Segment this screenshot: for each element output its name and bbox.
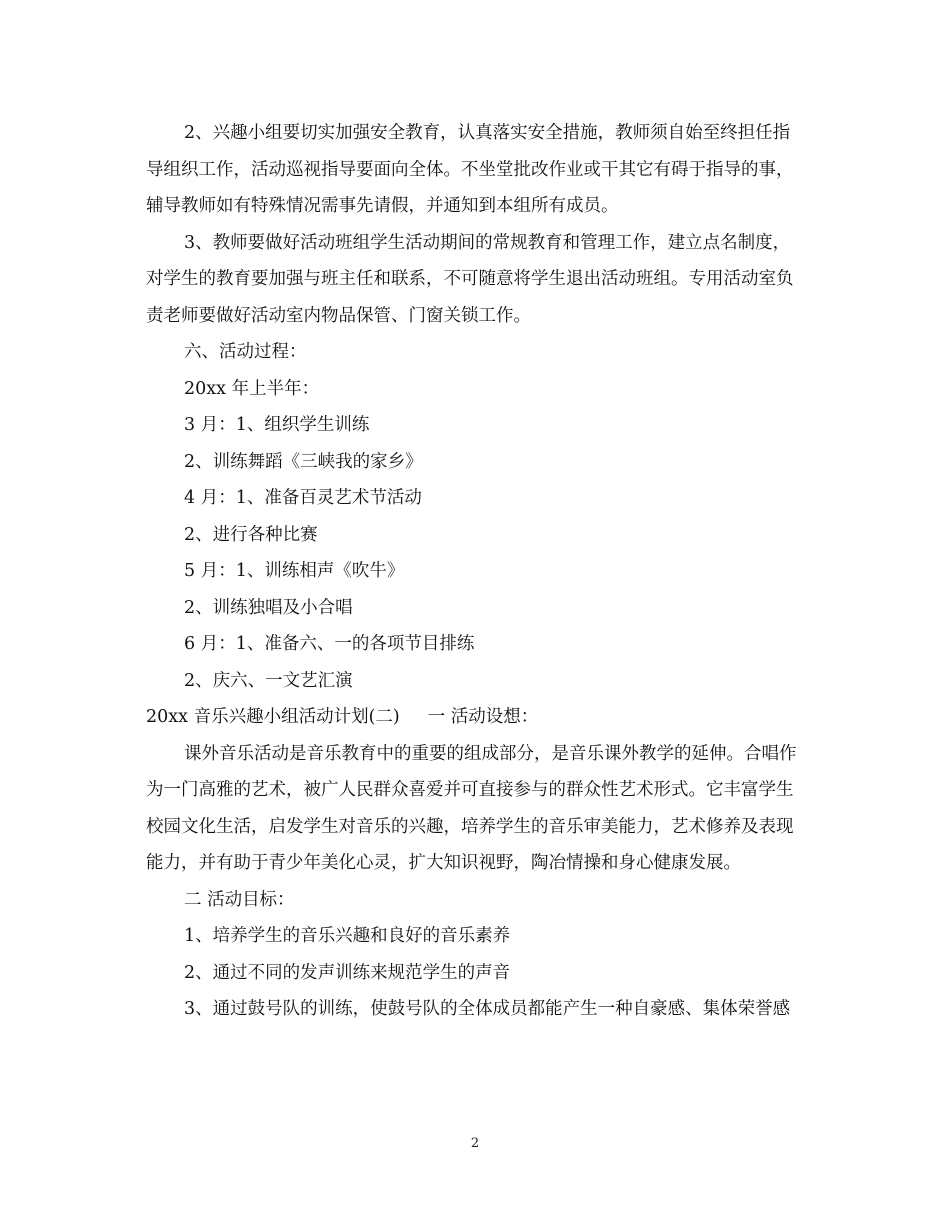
- list-item: 20xx 年上半年：: [184, 378, 320, 399]
- heading-activity-goals: 二 活动目标：: [184, 889, 295, 910]
- section-subtitle: 一 活动设想：: [427, 707, 539, 727]
- paragraph-safety: 2、兴趣小组要切实加强安全教育，认真落实安全措施，教师须自始至终担任指导组织工作，活动巡视指导要面向全体。不坐堂批改作业或干其它有碍于指导的事，辅导教师如有特殊情况需事先请假，并通知到本组所有成员。: [146, 123, 794, 216]
- list-item: 5 月：1、训练相声《吹牛》: [184, 561, 405, 581]
- section-title: 20xx 音乐兴趣小组活动计划(二): [146, 707, 400, 727]
- heading-activity-process: 六、活动过程：: [184, 342, 307, 362]
- list-item: 4 月：1、准备百灵艺术节活动: [184, 488, 422, 508]
- list-item: 1、培养学生的音乐兴趣和良好的音乐素养: [184, 926, 511, 946]
- list-item: 2、通过不同的发声训练来规范学生的声音: [184, 962, 511, 983]
- page-number: 2: [470, 1136, 480, 1151]
- document-body: [146, 115, 806, 1028]
- section-heading: [146, 699, 806, 736]
- list-item: 3、通过鼓号队的训练，使鼓号队的全体成员都能产生一种自豪感、集体荣誉感: [184, 999, 791, 1019]
- paragraph-concept: 课外音乐活动是音乐教育中的重要的组成部分，是音乐课外教学的延伸。合唱作为一门高雅的艺术，被广人民群众喜爱并可直接参与的群众性艺术形式。它丰富学生 校园文化生活，启发学生对音乐的兴趣，培养学生的音乐审美能力，艺术修养及表现能力，并有助于青少年美化心灵，扩大知识视野，陶冶情操和身心健康发展。: [146, 743, 797, 873]
- list-item: 2、训练独唱及小合唱: [184, 597, 353, 618]
- list-item: 3 月：1、组织学生训练: [184, 415, 370, 435]
- list-item: 2、庆六、一文艺汇演: [184, 670, 353, 691]
- list-item: 2、训练舞蹈《三峡我的家乡》: [184, 451, 423, 472]
- list-item: 6 月：1、准备六、一的各项节目排练: [184, 634, 475, 654]
- paragraph-management: 3、教师要做好活动班组学生活动期间的常规教育和管理工作，建立点名制度，对学生的教育要加强与班主任和联系，不可随意将学生退出活动班组。专用活动室负责老师要做好活动室内物品保管、门窗关锁工作。: [146, 232, 794, 326]
- list-item: 2、进行各种比赛: [184, 524, 318, 545]
